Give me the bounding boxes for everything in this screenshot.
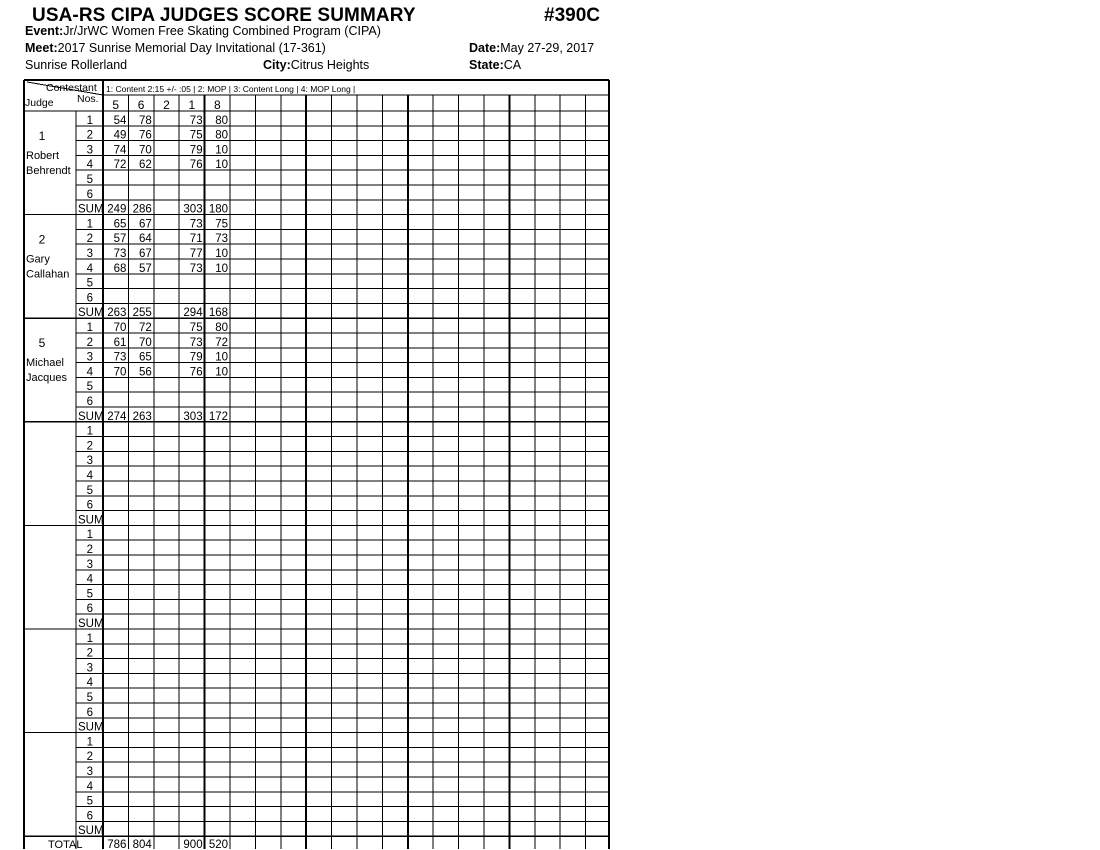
score-cell: 57	[139, 262, 152, 275]
venue: Sunrise Rollerland	[25, 58, 128, 72]
score-cell: 68	[113, 262, 127, 275]
row-number-label: 1	[86, 218, 93, 231]
score-cell: 73	[113, 351, 127, 364]
score-cell: 77	[189, 248, 203, 260]
score-cell: 76	[189, 366, 203, 379]
score-cell: 73	[215, 233, 228, 246]
score-cell: 57	[113, 233, 127, 246]
contestant-number: 8	[213, 98, 221, 112]
sum-row-label: SUM	[78, 825, 104, 838]
row-number-label: 5	[86, 484, 93, 497]
row-number-label: 3	[86, 144, 93, 157]
score-cell: 72	[113, 159, 127, 172]
score-cell: 73	[189, 336, 203, 349]
judge-last-name: Jacques	[26, 372, 67, 385]
sum-cell: 263	[132, 410, 152, 423]
score-cell: 74	[113, 144, 127, 157]
row-number-label: 2	[86, 440, 93, 453]
score-cell: 10	[215, 351, 228, 364]
score-cell: 73	[113, 248, 127, 260]
row-number-label: 5	[86, 381, 93, 394]
score-cell: 75	[189, 129, 203, 142]
score-cell: 65	[113, 218, 127, 231]
score-cell: 75	[215, 218, 228, 231]
sum-row-label: SUM	[78, 618, 104, 630]
score-cell: 67	[139, 248, 152, 260]
row-number-label: 4	[86, 780, 93, 793]
meet-value: 2017 Sunrise Memorial Day Invitational (17-361)	[57, 41, 326, 55]
corner-nos-label: Nos.	[77, 93, 99, 105]
event-value: Jr/JrWC Women Free Skating Combined Program (CIPA)	[63, 24, 381, 38]
total-row-label: TOTAL	[48, 839, 83, 850]
score-cell: 73	[189, 262, 203, 275]
row-number-label: 1	[86, 529, 93, 542]
sum-cell: 255	[132, 307, 152, 320]
score-cell: 10	[215, 159, 228, 172]
score-cell: 10	[215, 262, 228, 275]
score-cell: 73	[189, 218, 203, 231]
row-number-label: 6	[86, 396, 93, 408]
row-number-label: 4	[86, 262, 93, 275]
sum-cell: 286	[132, 203, 152, 216]
judge-last-name: Behrendt	[26, 165, 71, 177]
row-number-label: 4	[86, 366, 93, 379]
score-cell: 76	[189, 159, 203, 172]
state-value: CA	[503, 58, 522, 72]
score-cell: 71	[189, 233, 203, 246]
score-cell: 72	[215, 336, 228, 349]
score-cell: 70	[113, 366, 127, 379]
score-cell: 80	[215, 129, 228, 142]
row-number-label: 3	[86, 662, 93, 675]
score-cell: 75	[189, 322, 203, 334]
row-number-label: 1	[86, 114, 93, 127]
total-cell: 804	[132, 839, 152, 850]
sum-cell: 263	[107, 307, 127, 320]
judge-first-name: Michael	[26, 357, 64, 370]
row-number-label: 5	[86, 795, 93, 808]
row-number-label: 4	[86, 470, 93, 482]
score-cell: 49	[113, 129, 127, 142]
row-number-label: 6	[86, 188, 93, 201]
corner-contestant-label: Contestant	[46, 82, 97, 94]
row-number-label: 2	[86, 336, 93, 349]
score-cell: 70	[139, 336, 152, 349]
sum-cell: 249	[107, 203, 127, 216]
contestant-number: 2	[163, 98, 170, 112]
row-number-label: 3	[86, 351, 93, 364]
total-cell: 900	[183, 839, 203, 850]
row-number-label: 5	[86, 588, 93, 601]
row-number-label: 5	[86, 692, 93, 704]
date-value: May 27-29, 2017	[500, 41, 595, 55]
contestant-number: 6	[137, 98, 145, 112]
score-cell: 10	[215, 366, 228, 379]
row-number-label: 4	[86, 159, 93, 172]
sum-row-label: SUM	[78, 203, 104, 216]
score-cell: 10	[215, 248, 228, 260]
page-title: USA-RS CIPA JUDGES SCORE SUMMARY	[32, 5, 416, 26]
row-number-label: 5	[86, 277, 93, 290]
sum-row-label: SUM	[78, 410, 104, 423]
row-number-label: 4	[86, 573, 93, 586]
row-number-label: 6	[86, 706, 93, 719]
row-number-label: 6	[86, 292, 93, 305]
sum-cell: 274	[107, 410, 127, 423]
contestant-number: 1	[188, 98, 196, 112]
state-label: State:	[469, 58, 504, 72]
row-number-label: 1	[86, 425, 93, 438]
score-cell: 78	[139, 114, 152, 127]
sum-cell: 172	[208, 410, 228, 423]
row-number-label: 2	[86, 647, 93, 660]
score-cell: 72	[139, 322, 152, 334]
score-cell: 56	[139, 366, 152, 379]
score-cell: 79	[189, 351, 203, 364]
score-cell: 73	[189, 114, 203, 127]
sum-row-label: SUM	[78, 307, 104, 320]
score-cell: 80	[215, 114, 228, 127]
score-cell: 70	[113, 322, 127, 334]
score-cell: 80	[215, 322, 228, 334]
score-cell: 79	[189, 144, 203, 157]
score-cell: 62	[139, 159, 152, 172]
row-number-label: 1	[86, 322, 93, 334]
sum-cell: 294	[183, 307, 203, 320]
judge-number: 2	[38, 232, 46, 247]
row-number-label: 2	[86, 233, 93, 246]
score-cell: 64	[139, 233, 152, 246]
city-value: Citrus Heights	[290, 58, 370, 72]
row-number-label: 5	[86, 174, 93, 186]
meet-label: Meet:	[25, 41, 58, 55]
row-number-label: 3	[86, 766, 93, 778]
event-label: Event:	[25, 24, 64, 38]
form-number: #390C	[544, 5, 600, 26]
score-cell: 65	[139, 351, 152, 364]
sum-row-label: SUM	[78, 721, 104, 734]
row-number-label: 6	[86, 603, 93, 616]
judge-number: 5	[38, 336, 46, 351]
row-number-label: 2	[86, 129, 93, 142]
judge-last-name: Callahan	[26, 268, 70, 281]
row-number-label: 1	[86, 632, 93, 645]
score-cell: 54	[113, 114, 127, 127]
sum-cell: 168	[208, 307, 228, 320]
score-cell: 76	[139, 129, 152, 142]
row-number-label: 6	[86, 810, 93, 823]
sum-cell: 303	[183, 410, 203, 423]
city-label: City:	[263, 58, 291, 72]
row-number-label: 3	[86, 248, 93, 260]
judge-first-name: Robert	[26, 150, 60, 162]
row-number-label: 3	[86, 558, 93, 571]
judge-number: 1	[38, 129, 46, 143]
score-cell: 70	[139, 144, 152, 157]
judge-first-name: Gary	[26, 253, 50, 266]
contestant-number: 5	[112, 98, 120, 112]
sum-cell: 303	[183, 203, 203, 216]
total-cell: 520	[208, 839, 228, 850]
score-cell: 67	[139, 218, 152, 231]
row-number-label: 6	[86, 499, 93, 512]
corner-judge-label: Judge	[25, 97, 54, 109]
score-cell: 10	[215, 144, 228, 157]
row-number-label: 4	[86, 677, 93, 690]
row-number-label: 2	[86, 751, 93, 764]
score-cell: 61	[113, 336, 127, 349]
sum-row-label: SUM	[78, 514, 104, 527]
sum-cell: 180	[208, 203, 228, 216]
row-number-label: 2	[86, 544, 93, 556]
date-label: Date:	[469, 41, 501, 55]
total-cell: 786	[107, 839, 127, 850]
row-number-label: 3	[86, 455, 93, 468]
program-legend: 1: Content 2:15 +/- :05 | 2: MOP | 3: Content Long | 4: MOP Long |	[106, 84, 356, 94]
row-number-label: 1	[86, 736, 93, 749]
